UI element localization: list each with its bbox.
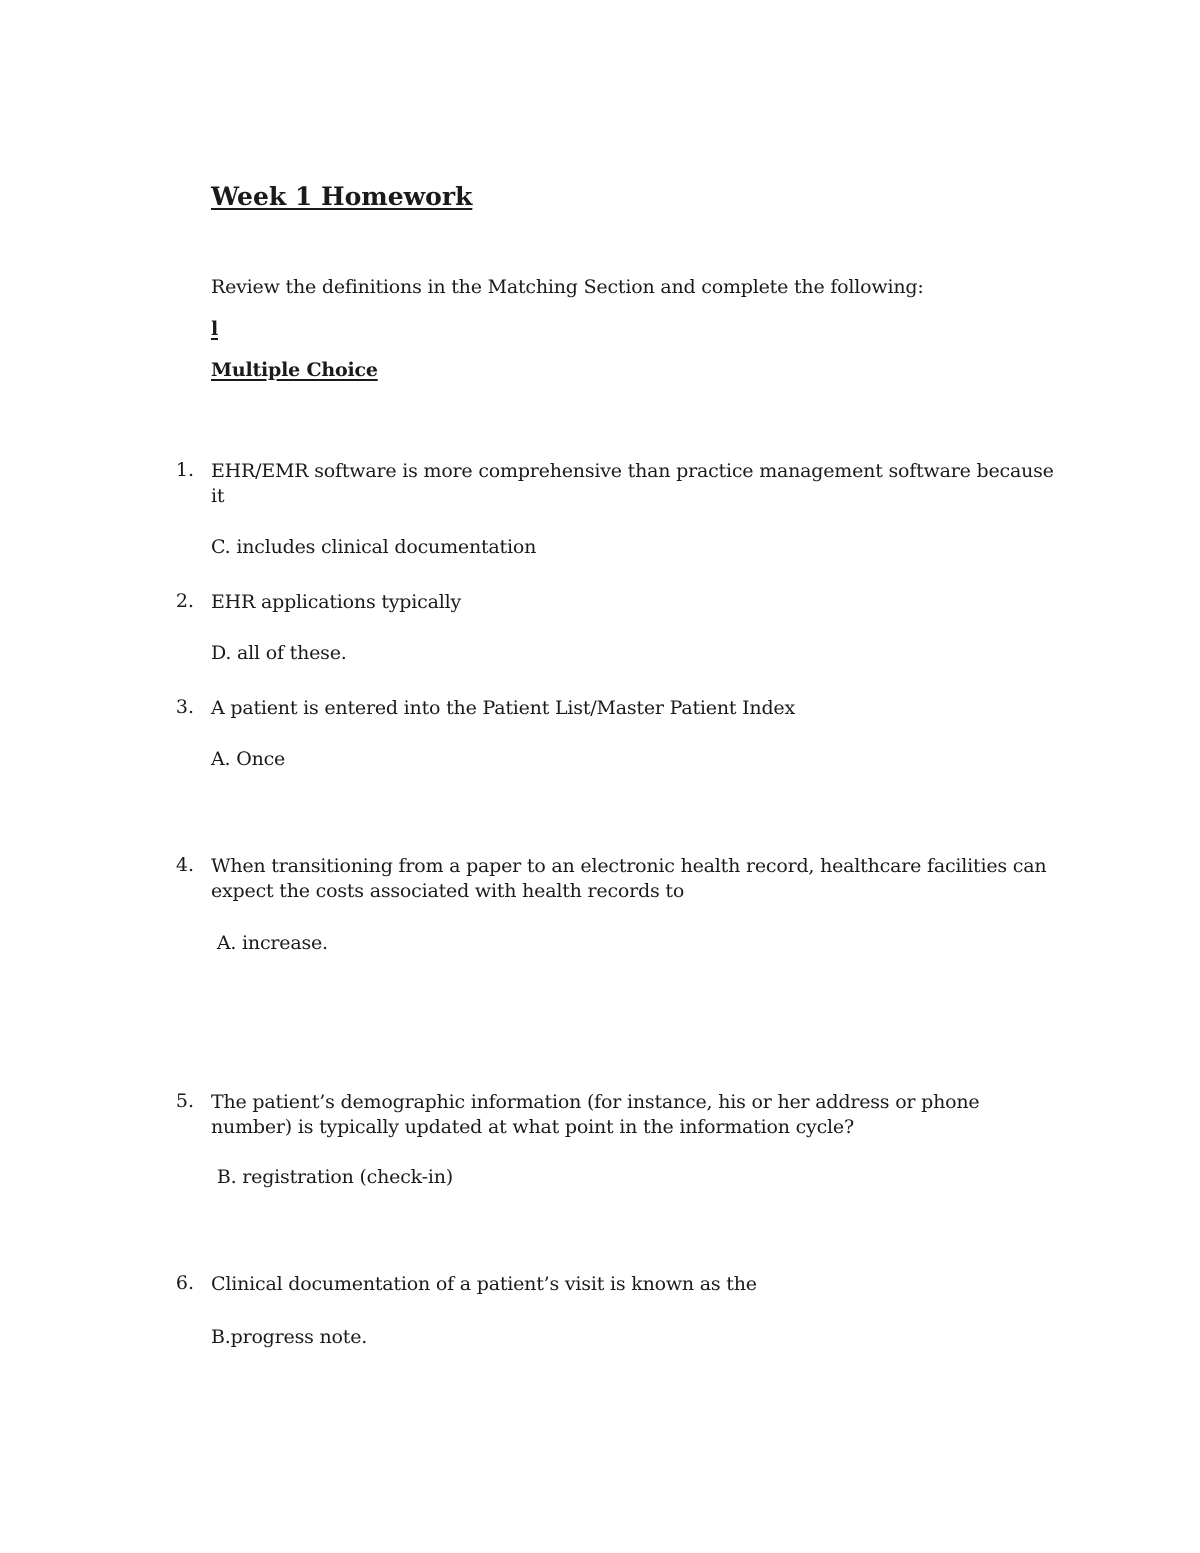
question-text: The patient’s demographic information (for instance, his or her address or phone number) is typically updated at what point in the information cycle? — [211, 1091, 980, 1138]
stray-mark: l — [211, 318, 219, 340]
question-number: 2. — [175, 590, 194, 612]
answer-text: A. Once — [211, 748, 286, 770]
question-number: 5. — [175, 1090, 194, 1112]
question-text: A patient is entered into the Patient List/Master Patient Index — [211, 697, 795, 719]
question-number: 6. — [175, 1272, 194, 1294]
question-text: Clinical documentation of a patient’s visit is known as the — [211, 1273, 757, 1295]
answer-text: C. includes clinical documentation — [211, 536, 537, 558]
question-text: EHR/EMR software is more comprehensive than practice management software because it — [211, 460, 1054, 507]
page-title: Week 1 Homework — [211, 182, 473, 211]
instructions-text: Review the definitions in the Matching Section and complete the following: — [211, 276, 924, 298]
question-number: 4. — [175, 854, 194, 876]
answer-text: B. registration (check-in) — [211, 1166, 453, 1188]
question-number: 1. — [175, 459, 194, 481]
answer-text: A. increase. — [211, 932, 328, 954]
answer-text: D. all of these. — [211, 642, 347, 664]
section-heading: Multiple Choice — [211, 359, 378, 381]
answer-text: B.progress note. — [211, 1326, 368, 1348]
question-number: 3. — [175, 696, 194, 718]
question-text: When transitioning from a paper to an electronic health record, healthcare facilities can expect the costs associated with health records to — [211, 855, 1047, 902]
question-text: EHR applications typically — [211, 591, 462, 613]
